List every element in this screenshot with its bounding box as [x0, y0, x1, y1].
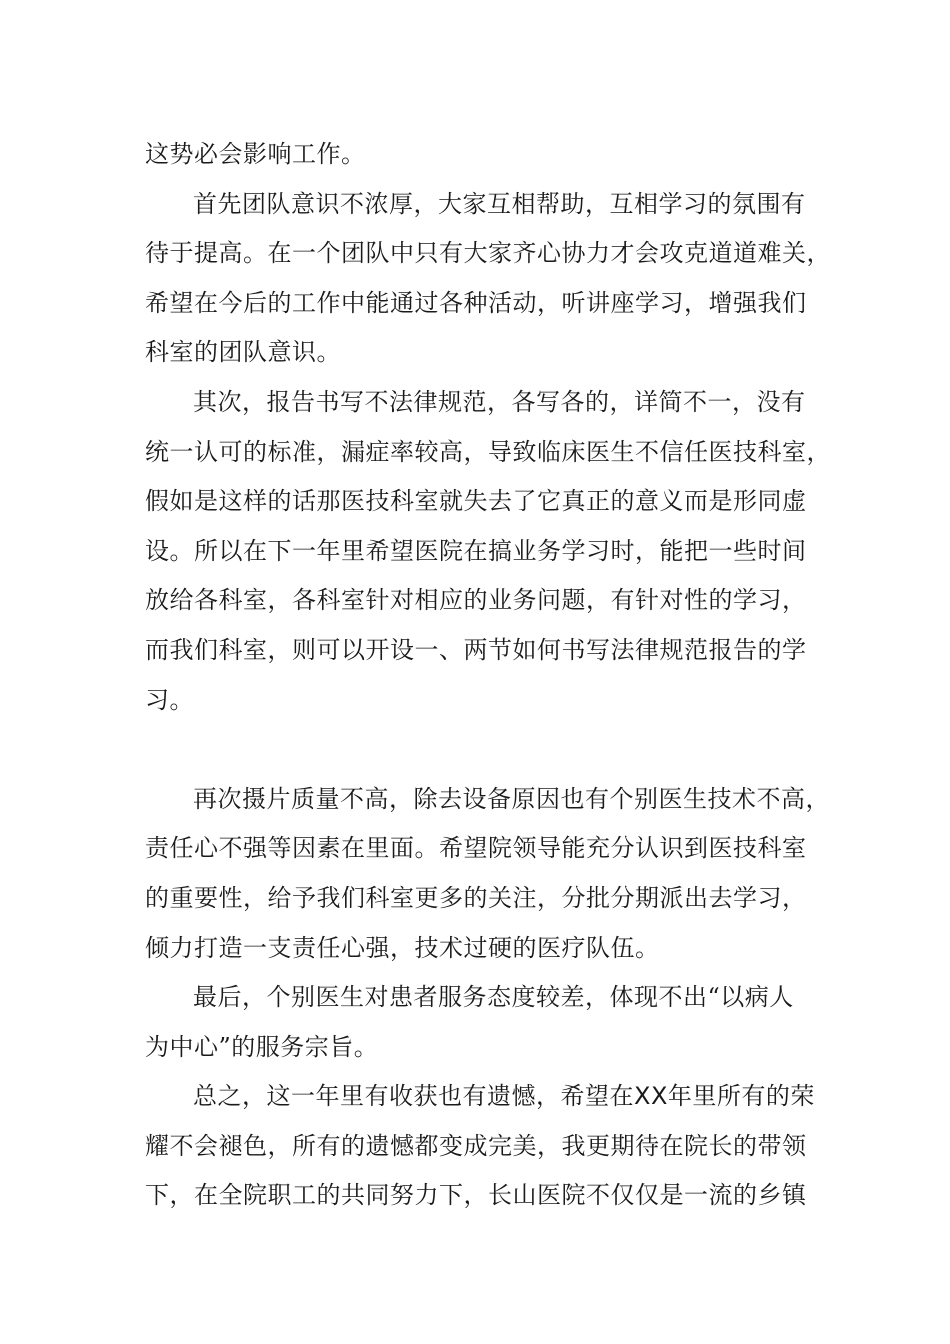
text-line: 待于提高。在一个团队中只有大家齐心协力才会攻克道道难关， [145, 239, 831, 268]
text-line: 而我们科室，则可以开设一、两节如何书写法律规范报告的学 [145, 635, 807, 664]
text-segment: 年里所有的荣 [667, 1082, 815, 1111]
text-line: 最后，个别医生对患者服务态度较差，体现不出“以病人 [193, 983, 794, 1012]
text-line: 再次摄片质量不高，除去设备原因也有个别医生技术不高， [193, 784, 830, 813]
text-line: 首先团队意识不浓厚，大家互相帮助，互相学习的氛围有 [193, 189, 806, 218]
text-line: 科室的团队意识。 [145, 338, 341, 367]
text-line: 希望在今后的工作中能通过各种活动，听讲座学习，增强我们 [145, 288, 807, 317]
text-line: 放给各科室，各科室针对相应的业务问题，有针对性的学习， [145, 586, 807, 615]
year-placeholder: XX [634, 1082, 668, 1111]
text-line: 倾力打造一支责任心强，技术过硬的医疗队伍。 [145, 933, 660, 962]
document-body [145, 130, 831, 1221]
text-line [145, 1072, 825, 1122]
text-segment: 总之，这一年里有收获也有遗憾，希望在 [193, 1082, 634, 1111]
text-line: 耀不会褪色，所有的遗憾都变成完美，我更期待在院长的带领 [145, 1131, 807, 1160]
text-line: 统一认可的标准，漏症率较高，导致临床医生不信任医技科室， [145, 437, 831, 466]
text-line: 假如是这样的话那医技科室就失去了它真正的意义而是形同虚 [145, 487, 807, 516]
text-line: 这势必会影响工作。 [145, 140, 366, 168]
paragraph-gap [145, 725, 825, 775]
text-line: 责任心不强等因素在里面。希望院领导能充分认识到医技科室 [145, 834, 807, 863]
text-line: 习。 [145, 685, 194, 714]
text-line: 下，在全院职工的共同努力下，长山医院不仅仅是一流的乡镇 [145, 1181, 807, 1210]
text-line: 设。所以在下一年里希望医院在搞业务学习时，能把一些时间 [145, 536, 807, 565]
text-line: 其次，报告书写不法律规范，各写各的，详简不一，没有 [193, 387, 806, 416]
text-line: 为中心”的服务宗旨。 [145, 1032, 379, 1061]
text-line: 的重要性，给予我们科室更多的关注，分批分期派出去学习， [145, 883, 807, 912]
